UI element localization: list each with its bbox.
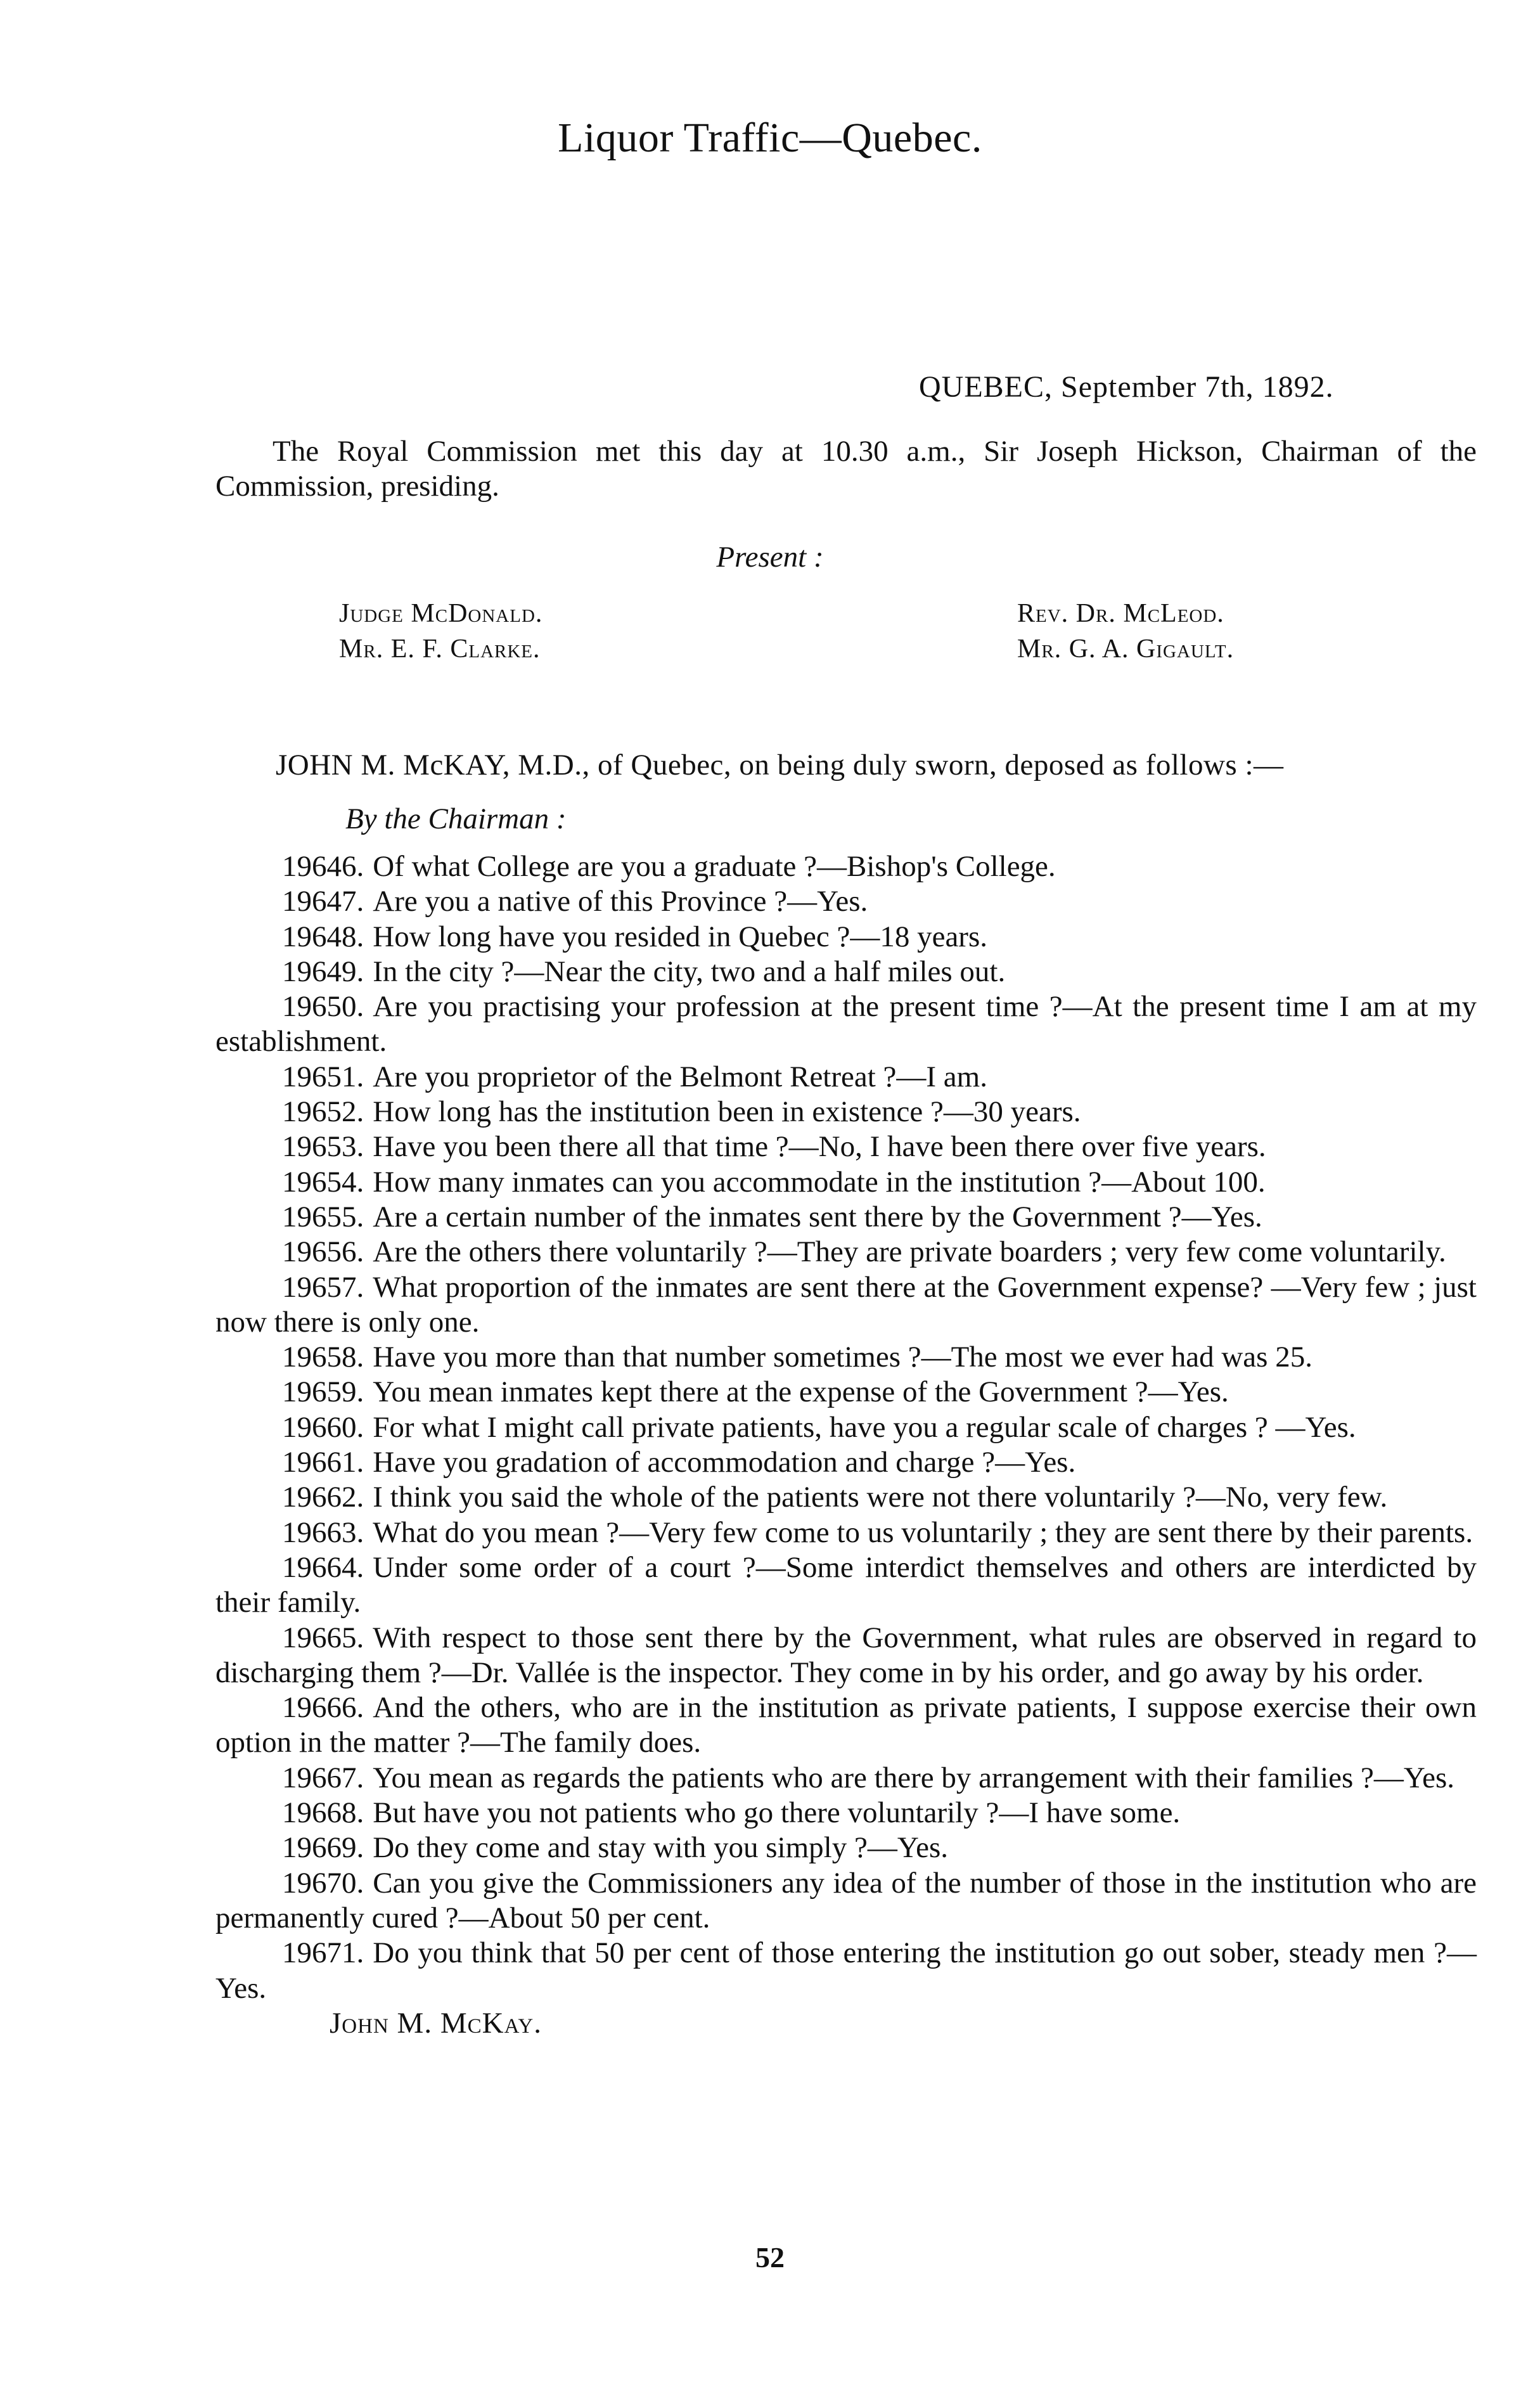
testimony-entry bbox=[215, 1445, 1477, 1480]
question-number: 19663. bbox=[282, 1515, 364, 1549]
testimony-entry bbox=[215, 1235, 1477, 1270]
question-number: 19649. bbox=[282, 955, 364, 988]
testimony-entry bbox=[215, 1165, 1477, 1200]
testimony-entry bbox=[215, 1830, 1477, 1865]
question-number: 19647. bbox=[282, 885, 364, 918]
testimony-entry bbox=[215, 1761, 1477, 1796]
question-text: Have you been there all that time ?—No, I have been there over five years. bbox=[373, 1130, 1266, 1164]
question-number: 19671. bbox=[282, 1936, 364, 1970]
question-text: Are you a native of this Province ?—Yes. bbox=[373, 885, 868, 918]
question-number: 19661. bbox=[282, 1446, 364, 1479]
member-name: Mr. G. A. Gigault. bbox=[1017, 634, 1235, 664]
question-text: Are a certain number of the inmates sent there by the Government ?—Yes. bbox=[373, 1200, 1262, 1233]
question-text: How long has the institution been in existence ?—30 years. bbox=[373, 1095, 1081, 1129]
testimony-entry bbox=[215, 1200, 1477, 1235]
question-text: You mean as regards the patients who are there by arrangement with their families ?—Yes. bbox=[373, 1761, 1455, 1794]
question-number: 19670. bbox=[282, 1866, 364, 1900]
question-number: 19650. bbox=[282, 990, 364, 1024]
question-number: 19653. bbox=[282, 1130, 364, 1164]
present-label: Present : bbox=[716, 541, 824, 574]
member-name: Judge McDonald. bbox=[339, 599, 543, 628]
question-number: 19662. bbox=[282, 1481, 364, 1514]
question-text: Do they come and stay with you simply ?—Yes. bbox=[373, 1831, 948, 1865]
question-number: 19646. bbox=[282, 850, 364, 883]
question-text: How many inmates can you accommodate in the institution ?—About 100. bbox=[373, 1165, 1266, 1199]
question-text: Are you practising your profession at the present time ?—At the present time I am at my establishment. bbox=[215, 990, 1477, 1058]
question-number: 19652. bbox=[282, 1095, 364, 1129]
question-text: For what I might call private patients, have you a regular scale of charges ? —Yes. bbox=[373, 1410, 1356, 1444]
question-number: 19655. bbox=[282, 1200, 364, 1233]
testimony-entry bbox=[215, 1480, 1477, 1515]
testimony-entry bbox=[215, 1095, 1477, 1129]
testimony-entry bbox=[215, 1270, 1477, 1341]
question-text: What do you mean ?—Very few come to us voluntarily ; they are sent there by their parents. bbox=[373, 1515, 1473, 1549]
testimony-entry bbox=[215, 1866, 1477, 1936]
testimony-entry bbox=[215, 849, 1477, 884]
testimony-entry bbox=[215, 920, 1477, 955]
testimony-entry bbox=[215, 955, 1477, 989]
question-number: 19664. bbox=[282, 1550, 364, 1584]
question-number: 19659. bbox=[282, 1375, 364, 1409]
witness-line: JOHN M. McKAY, M.D., of Quebec, on being duly sworn, deposed as follows :— bbox=[276, 749, 1284, 782]
question-text: Do you think that 50 per cent of those entering the institution go out sober, steady men ?—Yes. bbox=[215, 1936, 1477, 2005]
testimony-entry bbox=[215, 884, 1477, 919]
question-number: 19660. bbox=[282, 1410, 364, 1444]
question-text: With respect to those sent there by the Government, what rules are observed in regard to discharging them ?—Dr. Vallée is the inspector. They come in by his order, and go away by his order. bbox=[215, 1621, 1477, 1689]
question-number: 19667. bbox=[282, 1761, 364, 1794]
testimony-entry bbox=[215, 1340, 1477, 1375]
question-text: Can you give the Commissioners any idea of the number of those in the institution who are permanently cured ?—About 50 per cent. bbox=[215, 1866, 1477, 1934]
testimony-entry bbox=[215, 1621, 1477, 1691]
testimony-entry bbox=[215, 1060, 1477, 1095]
question-number: 19648. bbox=[282, 920, 364, 953]
question-text: And the others, who are in the institution as private patients, I suppose exercise their own option in the matter ?—The family does. bbox=[215, 1691, 1477, 1760]
question-number: 19668. bbox=[282, 1796, 364, 1830]
members-left-column bbox=[339, 596, 542, 667]
testimony-entry bbox=[215, 1690, 1477, 1761]
question-text: You mean inmates kept there at the expense of the Government ?—Yes. bbox=[373, 1375, 1229, 1409]
question-number: 19658. bbox=[282, 1341, 364, 1374]
question-text: Have you more than that number sometimes ?—The most we ever had was 25. bbox=[373, 1341, 1312, 1374]
testimony-entry bbox=[215, 1936, 1477, 2006]
question-number: 19654. bbox=[282, 1165, 364, 1199]
question-number: 19657. bbox=[282, 1270, 364, 1304]
question-number: 19651. bbox=[282, 1060, 364, 1093]
testimony-entry bbox=[215, 1515, 1477, 1550]
dateline: QUEBEC, September 7th, 1892. bbox=[919, 370, 1334, 404]
question-text: Under some order of a court ?—Some interdict themselves and others are interdicted by their family. bbox=[215, 1550, 1477, 1619]
member-name: Rev. Dr. McLeod. bbox=[1017, 599, 1224, 628]
examiner-label: By the Chairman : bbox=[345, 802, 567, 835]
question-text: Of what College are you a graduate ?—Bishop's College. bbox=[373, 850, 1056, 883]
witness-signature: John M. McKay. bbox=[330, 2006, 542, 2040]
question-text: I think you said the whole of the patients were not there voluntarily ?—No, very few. bbox=[373, 1481, 1388, 1514]
intro-paragraph: The Royal Commission met this day at 10.30 a.m., Sir Joseph Hickson, Chairman of the Commission, presiding. bbox=[215, 435, 1477, 503]
testimony-entry bbox=[215, 989, 1477, 1060]
question-text: But have you not patients who go there voluntarily ?—I have some. bbox=[373, 1796, 1181, 1830]
testimony-entry bbox=[215, 1129, 1477, 1164]
question-number: 19666. bbox=[282, 1691, 364, 1725]
testimony-body bbox=[215, 849, 1477, 2041]
question-text: Are you proprietor of the Belmont Retreat ?—I am. bbox=[373, 1060, 987, 1093]
page-title: Liquor Traffic—Quebec. bbox=[558, 115, 982, 161]
question-number: 19669. bbox=[282, 1831, 364, 1865]
testimony-entry bbox=[215, 1375, 1477, 1410]
question-text: Have you gradation of accommodation and charge ?—Yes. bbox=[373, 1446, 1076, 1479]
question-text: Are the others there voluntarily ?—They are private boarders ; very few come voluntarily. bbox=[373, 1235, 1446, 1269]
testimony-entry bbox=[215, 1410, 1477, 1445]
testimony-entry bbox=[215, 1796, 1477, 1830]
question-text: How long have you resided in Quebec ?—18 years. bbox=[373, 920, 987, 953]
page-number: 52 bbox=[755, 2241, 785, 2274]
members-right-column bbox=[1017, 596, 1234, 667]
question-text: In the city ?—Near the city, two and a half miles out. bbox=[373, 955, 1006, 988]
question-number: 19656. bbox=[282, 1235, 364, 1269]
question-number: 19665. bbox=[282, 1621, 364, 1654]
testimony-entry bbox=[215, 1550, 1477, 1621]
question-text: What proportion of the inmates are sent there at the Government expense? —Very few ; just now there is only one. bbox=[215, 1270, 1477, 1339]
member-name: Mr. E. F. Clarke. bbox=[339, 634, 541, 664]
